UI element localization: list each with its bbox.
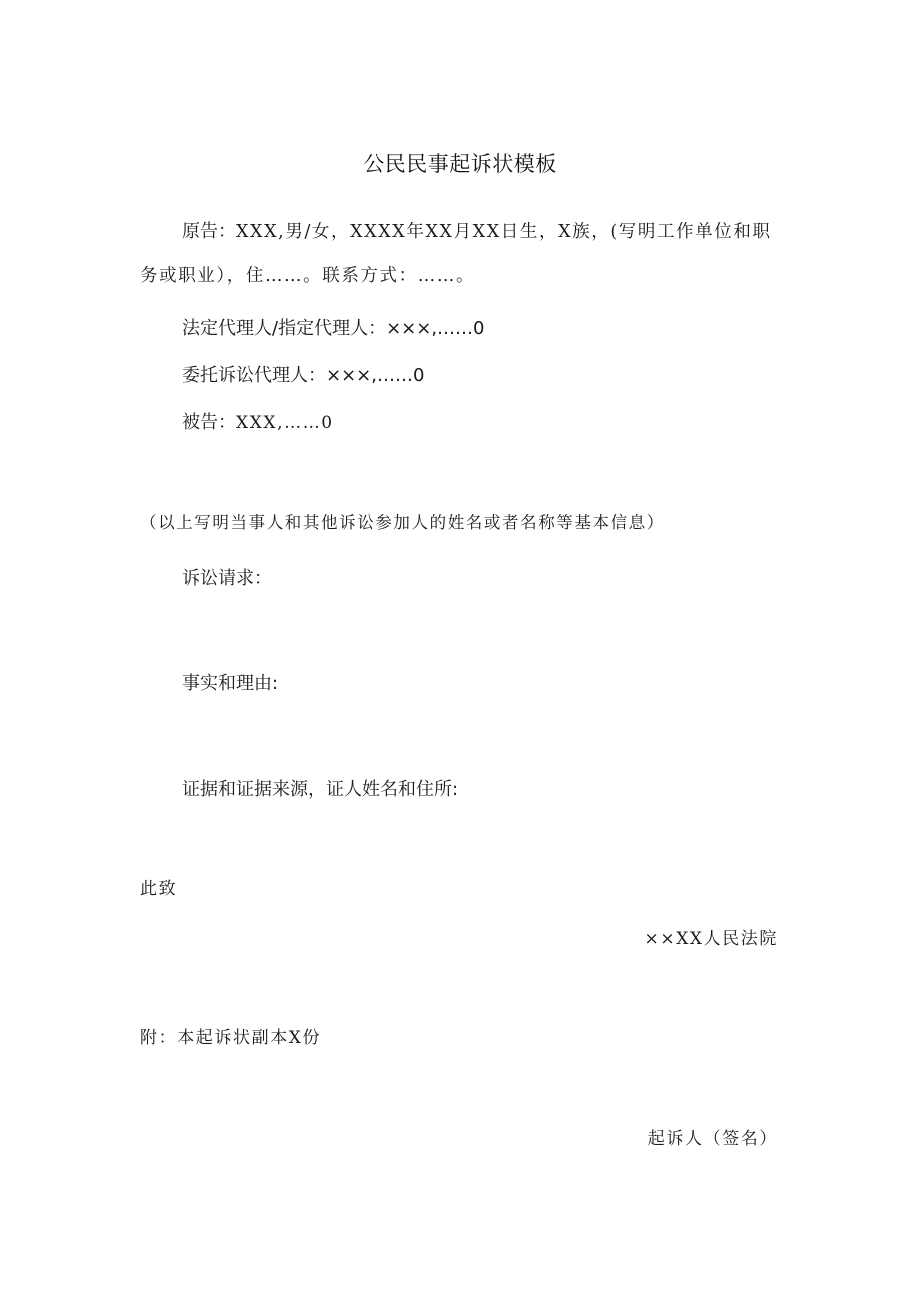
defendant-label: 被告： — [182, 412, 236, 433]
entrusted-agent-line — [182, 361, 424, 387]
party-info-note: （以上写明当事人和其他诉讼参加人的姓名或者名称等基本信息） — [140, 513, 665, 532]
defendant-text: XXX,……0 — [236, 413, 334, 433]
facts-heading: 事实和理由: — [182, 673, 279, 694]
defendant-line — [182, 408, 334, 434]
plaintiff-label: 原告： — [182, 221, 236, 242]
plaintiff-paragraph — [140, 210, 780, 298]
legal-agent-text: ×××,……0 — [386, 318, 485, 339]
court-name: ××XX人民法院 — [644, 929, 778, 949]
legal-agent-line — [182, 314, 485, 340]
signature-line: 起诉人（签名） — [647, 1129, 778, 1149]
entrusted-agent-text: ×××,……0 — [326, 365, 425, 386]
entrusted-agent-label: 委托诉讼代理人： — [182, 365, 326, 386]
claims-heading: 诉讼请求： — [182, 568, 272, 589]
attachment-note: 附：本起诉状副本X份 — [140, 1028, 322, 1048]
salutation: 此致 — [140, 879, 178, 899]
evidence-heading: 证据和证据来源，证人姓名和住所: — [182, 779, 459, 800]
legal-agent-label: 法定代理人/指定代理人： — [182, 318, 387, 339]
plaintiff-text: XXX,男/女，XXXX年XX月XX日生，X族，(写明工作单位和职务或职业），住……。联系方式：……。 — [140, 222, 772, 286]
document-title: 公民民事起诉状模板 — [363, 152, 557, 176]
